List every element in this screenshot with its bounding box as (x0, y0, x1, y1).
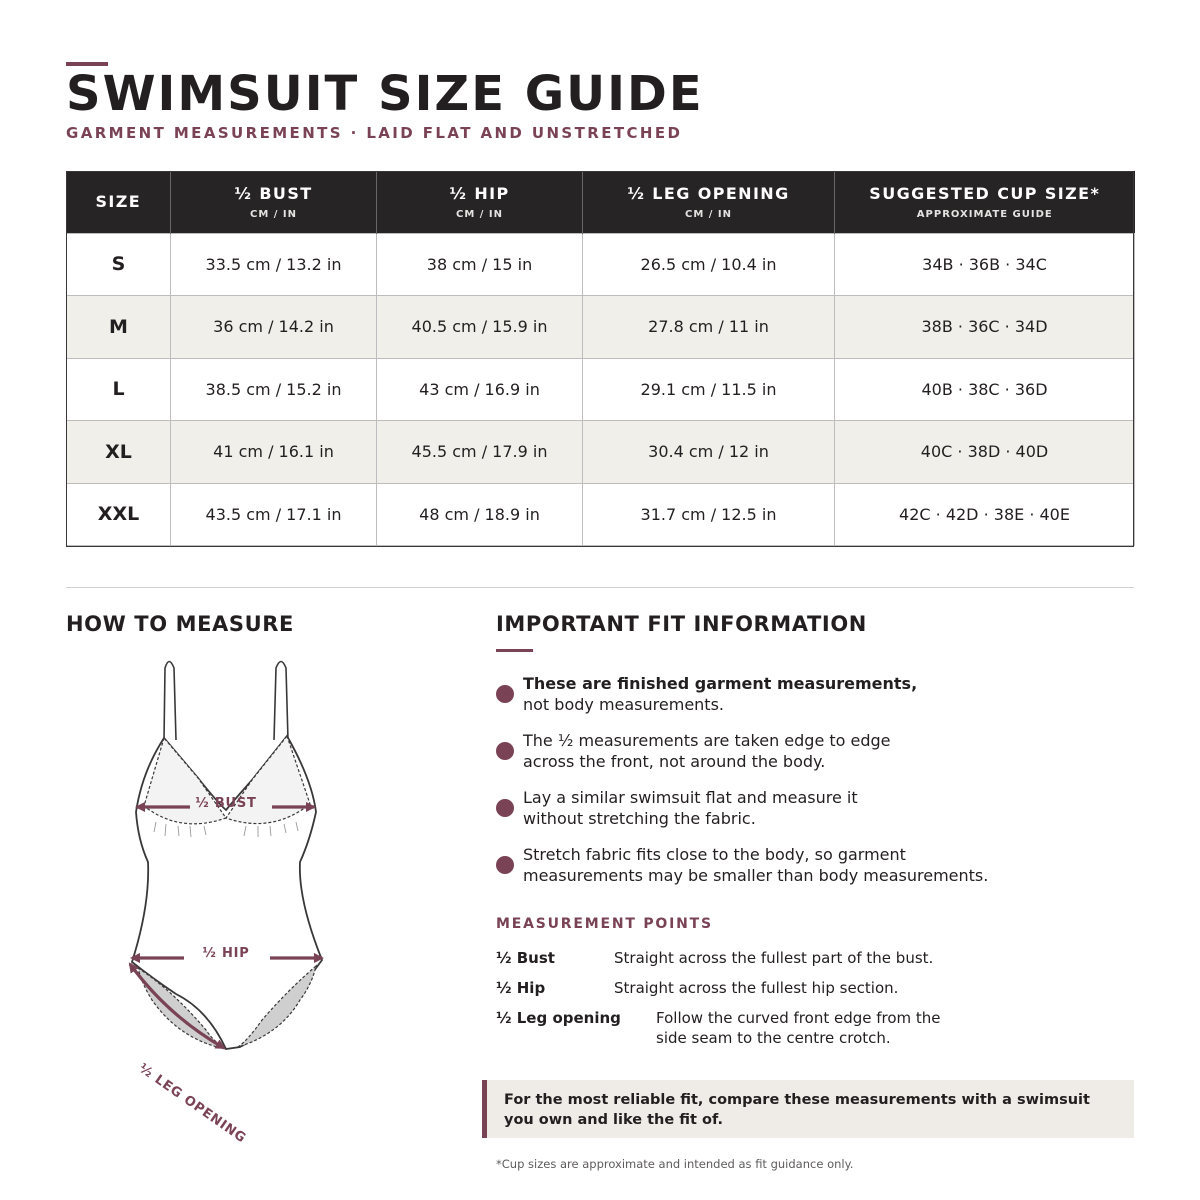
bullet-text: The ½ measurements are taken edge to edge (523, 731, 891, 750)
size-cell: XL (67, 421, 171, 484)
hip-cell: 38 cm / 15 in (377, 233, 583, 296)
col-header-leg-opening: ½ LEG OPENING CM / IN (583, 171, 835, 233)
measurement-point-row (496, 948, 1116, 970)
bullet-text: measurements may be smaller than body measurements. (523, 865, 989, 885)
table-header-row (67, 171, 1135, 233)
table-row (67, 233, 1135, 296)
bust-cell: 38.5 cm / 15.2 in (171, 358, 377, 421)
size-cell: S (67, 233, 171, 296)
bust-measure-label: ½ BUST (195, 796, 257, 811)
col-header-size: SIZE (67, 171, 171, 233)
swimsuit-diagram (100, 650, 360, 1150)
bust-cell: 41 cm / 16.1 in (171, 421, 377, 484)
section-divider (66, 587, 1134, 588)
bullet-text: not body measurements. (523, 694, 724, 714)
measurement-point-term: ½ Bust (496, 949, 555, 967)
list-item (496, 788, 1116, 829)
bullet-dot-icon (496, 856, 514, 874)
size-table (66, 171, 1135, 546)
col-header-cup-size: SUGGESTED CUP SIZE* APPROXIMATE GUIDE (835, 171, 1135, 233)
cup-cell: 40B · 38C · 36D (835, 358, 1135, 421)
hip-measure-label: ½ HIP (202, 946, 250, 961)
col-header-bust: ½ BUST CM / IN (171, 171, 377, 233)
measurement-point-term: ½ Leg opening (496, 1009, 621, 1027)
size-cell: L (67, 358, 171, 421)
bullet-text: Lay a similar swimsuit flat and measure it (523, 788, 858, 807)
measurement-point-definition: Straight across the fullest part of the bust. (614, 949, 934, 967)
cup-cell: 40C · 38D · 40D (835, 421, 1135, 484)
size-cell: M (67, 296, 171, 359)
fit-heading-accent-bar (496, 649, 533, 652)
bullet-dot-icon (496, 742, 514, 760)
fit-info-list (496, 674, 1116, 902)
hip-cell: 48 cm / 18.9 in (377, 483, 583, 546)
table-row (67, 358, 1135, 421)
fit-tip-callout (482, 1080, 1134, 1138)
hip-cell: 43 cm / 16.9 in (377, 358, 583, 421)
hip-cell: 40.5 cm / 15.9 in (377, 296, 583, 359)
cup-cell: 34B · 36B · 34C (835, 233, 1135, 296)
table-row (67, 483, 1135, 546)
cup-size-footnote: *Cup sizes are approximate and intended as fit guidance only. (496, 1157, 854, 1171)
bullet-text: across the front, not around the body. (523, 751, 826, 771)
measurement-point-definition: Follow the curved front edge from the (656, 1009, 941, 1027)
bust-cell: 33.5 cm / 13.2 in (171, 233, 377, 296)
measurement-point-definition: Straight across the fullest hip section. (614, 979, 899, 997)
strap-left (164, 662, 176, 741)
leg-cell: 30.4 cm / 12 in (583, 421, 835, 484)
cup-cell: 38B · 36C · 34D (835, 296, 1135, 359)
measurement-point-definition: side seam to the centre crotch. (656, 1029, 891, 1047)
how-to-measure-heading: HOW TO MEASURE (66, 612, 294, 636)
leg-cell: 26.5 cm / 10.4 in (583, 233, 835, 296)
table-row (67, 296, 1135, 359)
bullet-text: Stretch fabric fits close to the body, so garment (523, 845, 906, 864)
fit-info-heading: IMPORTANT FIT INFORMATION (496, 612, 867, 636)
list-item (496, 845, 1116, 886)
measurement-points-heading: MEASUREMENT POINTS (496, 916, 713, 932)
bullet-bold-text: These are finished garment measurements, (523, 674, 918, 693)
col-header-hip: ½ HIP CM / IN (377, 171, 583, 233)
strap-right (274, 662, 288, 741)
bust-cell: 36 cm / 14.2 in (171, 296, 377, 359)
callout-text: For the most reliable fit, compare these measurements with a swimsuit you own and like the fit of. (504, 1092, 1090, 1128)
leg-cell: 29.1 cm / 11.5 in (583, 358, 835, 421)
leg-cell: 27.8 cm / 11 in (583, 296, 835, 359)
size-cell: XXL (67, 483, 171, 546)
hip-cell: 45.5 cm / 17.9 in (377, 421, 583, 484)
measurement-point-row (496, 1008, 1116, 1050)
leg-opening-measure-label: ½ LEG OPENING (135, 1060, 249, 1147)
measurement-point-row (496, 978, 1116, 1000)
leg-cell: 31.7 cm / 12.5 in (583, 483, 835, 546)
list-item (496, 674, 1116, 715)
cup-cell: 42C · 42D · 38E · 40E (835, 483, 1135, 546)
bust-cell: 43.5 cm / 17.1 in (171, 483, 377, 546)
table-row (67, 421, 1135, 484)
bullet-dot-icon (496, 799, 514, 817)
page-subtitle: GARMENT MEASUREMENTS · LAID FLAT AND UNSTRETCHED (66, 124, 683, 142)
list-item (496, 731, 1116, 772)
measurement-point-term: ½ Hip (496, 979, 546, 997)
page-title: SWIMSUIT SIZE GUIDE (66, 66, 704, 122)
bullet-text: without stretching the fabric. (523, 808, 756, 828)
bullet-dot-icon (496, 685, 514, 703)
